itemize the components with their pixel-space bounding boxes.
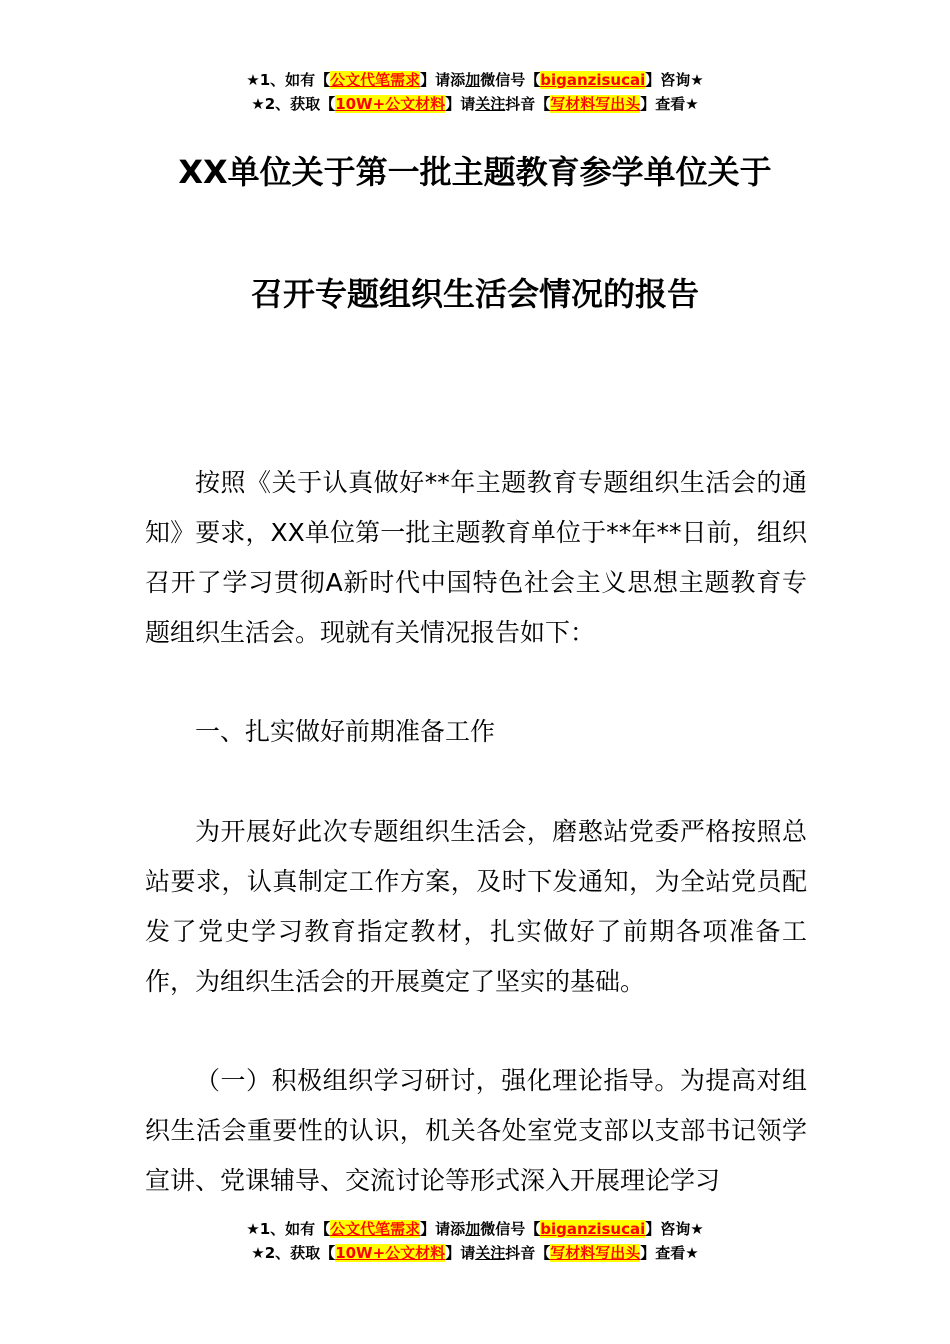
document-title-line-2: 召开专题组织生活会情况的报告 xyxy=(250,275,699,313)
promo-line-2: ★2、获取【10W+公文材料】请关注抖音【写材料写出头】查看★ xyxy=(251,1244,699,1262)
promo-line-2: ★2、获取【10W+公文材料】请关注抖音【写材料写出头】查看★ xyxy=(251,95,699,113)
douyin-id: 写材料写出头 xyxy=(550,1244,641,1262)
douyin-id: 写材料写出头 xyxy=(550,95,641,113)
materials-highlight: 10W+公文材料 xyxy=(335,1244,446,1262)
promo-line-1: ★1、如有【公文代笔需求】请添加微信号【biganzisucai】咨询★ xyxy=(246,1220,704,1238)
wechat-id: biganzisucai xyxy=(540,1220,646,1238)
wechat-id: biganzisucai xyxy=(540,71,646,89)
promo-banner-bottom xyxy=(0,1217,950,1265)
promo-banner-top xyxy=(0,68,950,116)
intro-paragraph: 按照《关于认真做好**年主题教育专题组织生活会的通知》要求，XX单位第一批主题教育单位于**年**日前，组织召开了学习贯彻A新时代中国特色社会主义思想主题教育专题组织生活会。现就有关情况报告如下： xyxy=(145,468,807,647)
promo-line-1: ★1、如有【公文代笔需求】请添加微信号【biganzisucai】咨询★ xyxy=(246,71,704,89)
service-highlight: 公文代笔需求 xyxy=(330,71,421,89)
service-highlight: 公文代笔需求 xyxy=(330,1220,421,1238)
body-paragraph-1: 为开展好此次专题组织生活会，磨憨站党委严格按照总站要求，认真制定工作方案，及时下发通知，为全站党员配发了党史学习教育指定教材，扎实做好了前期各项准备工作，为组织生活会的开展奠定了坚实的基础。 xyxy=(145,817,807,996)
body-paragraph-2: （一）积极组织学习研讨，强化理论指导。为提高对组织生活会重要性的认识，机关各处室党支部以支部书记领学宣讲、党课辅导、交流讨论等形式深入开展理论学习 xyxy=(145,1066,807,1195)
section-heading-1: 一、扎实做好前期准备工作 xyxy=(195,717,496,746)
materials-highlight: 10W+公文材料 xyxy=(335,95,446,113)
document-title-line-1: XX单位关于第一批主题教育参学单位关于 xyxy=(178,153,772,191)
